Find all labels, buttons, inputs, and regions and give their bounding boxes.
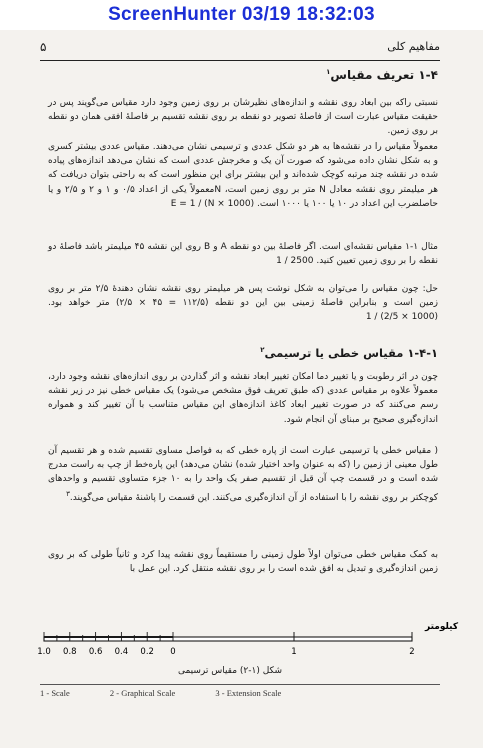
paragraph-graphical-definition-text: ( مقیاس خطی یا ترسیمی عبارت است از پاره خطی که به فواصل مساوی تقسیم شده و هر تقسیم آن طول معینی از زمین را (که به عنوان واحد اختیار شده) نشان می‌دهد) این پاره‌خط از چپ به راست مدرج شده است و در قسمت چپ آن قبل از تقسیم صفر یک واحد را به ۱۰ جزء متساوی تقسیم و واحدهای کوچکتر بر روی نقشه را با استفاده از آن اندازه‌گیری می‌کنند. این قسمت را پاشنهٔ مقیاس می‌گویند. [48, 446, 438, 503]
graphical-scale-figure [30, 620, 459, 690]
page-number: ۵ [40, 40, 47, 54]
scale-tick-label: 1.0 [37, 647, 51, 657]
paragraph-definition: نسبتی راکه بین ابعاد روی نقشه و اندازه‌های نظیرشان بر روی زمین وجود دارد مقیاس می‌گویند پس در حقیقت مقیاس عبارت است از فاصلهٔ تصویر دو نقطه بر روی نقشه تقسیم بر فاصلهٔ افقی همان دو نقطه بر روی زمین. [48, 98, 438, 137]
paragraph-numeric-scale [48, 140, 438, 211]
scale-tick-label: 0.4 [114, 647, 129, 657]
scale-tick-label: 1 [291, 647, 297, 657]
screenhunter-banner: ScreenHunter 03/19 18:32:03 [0, 0, 483, 30]
section-title-scale-definition [58, 68, 438, 82]
scale-tick-labels [37, 647, 414, 657]
paragraph-example-text: مثال ۱-۱ مقیاس نقشه‌ای است. اگر فاصلهٔ بین دو نقطه A و B روی این نقشه ۴۵ میلیمتر باشد فاصلهٔ دو نقطه را بر روی زمین تعیین کنید. [48, 242, 438, 267]
scale-tick-label: 0.6 [88, 647, 103, 657]
footnote-2: 2 - Graphical Scale [109, 688, 176, 698]
scale-tick-label: 2 [409, 647, 415, 657]
formula-solution: 1 / (2/5 × 1000) [365, 312, 438, 323]
footnote-3: 3 - Extension Scale [215, 688, 282, 698]
section-title-graphical-scale [58, 346, 438, 360]
figure-caption: شکل (۱-۲) مقیاس ترسیمی [177, 666, 283, 676]
paragraph-graphical-definition [48, 444, 438, 505]
paragraph-graphical-usage: به کمک مقیاس خطی می‌توان اولاً طول زمینی را مستقیماً روی نقشه پیدا کرد و ثانیاً طولی که بر روی زمین اندازه‌گیری و تبدیل به افق شده است را بر روی نقشه منتقل کرد. این عمل با [48, 550, 438, 575]
scale-tick-label: 0.8 [63, 647, 77, 657]
paragraph-solution [48, 282, 438, 325]
paragraph-solution-text: حل: چون مقیاس را می‌توان به شکل نوشت پس هر میلیمتر روی نقشه نشان دهندهٔ ۲/۵ متر بر روی زمین است و بنابراین فاصلهٔ زمینی بین این دو نقطه (۱۱۲/۵ = ۴۵ × ۲/۵) متر خواهد بود. [48, 284, 439, 309]
scale-tick-label: 0.2 [140, 647, 154, 657]
footnote-ref-2: ۲ [260, 346, 265, 355]
scale-tick-label: 0 [170, 647, 176, 657]
page-header [40, 40, 440, 61]
footnotes [40, 684, 440, 698]
chapter-title: مفاهیم کلی [387, 40, 440, 53]
formula-example: 1 / 2500 [276, 256, 314, 267]
paragraph-example [48, 240, 438, 268]
section2-title-text: ۱-۴-۱ مقیاس خطی یا ترسیمی [264, 346, 438, 360]
footnote-1: 1 - Scale [40, 688, 70, 698]
footnote-ref-1: ۱ [326, 68, 331, 76]
formula-scale: E = 1 / (N × 1000) [170, 198, 255, 209]
paragraph-graphical-intro: چون در اثر رطوبت و یا تغییر دما امکان تغییر ابعاد نقشه و اثر گذاردن بر روی اندازه‌های نقشه وجود دارد، معمولاً علاوه بر مقیاس عددی (که طبق تعریف فوق مشخص می‌شود) یک مقیاس خطی نیز در زیر نقشه رسم می‌کنند که در صورت تغییر ابعاد کاغذ اندازه‌های این مقیاس متناسب با آن تغییر کند و همواره اندازه‌گیری صحیح بر مبنای آن انجام شود. [48, 372, 438, 425]
scale-unit-label: کیلومتر [425, 622, 459, 632]
footnote-ref-3: ۳ [66, 489, 70, 498]
paragraph-numeric-scale-text: معمولاً مقیاس را در نقشه‌ها به هر دو شکل عددی و ترسیمی نشان می‌دهند. مقیاس عددی بیشتر کسری و به شکل نشان داده می‌شود که صورت آن یک و مخرجش عددی است که نشان می‌دهد اندازه‌های پیاده شده در نقشه چند مرتبه کوچک شده‌اند و این بیشتر برای این منظور است که به راحتی بتوان دریافت که هر میلیمتر روی نقشه معادل N متر بر روی زمین است، Nمعمولاً یکی از اعداد ۰/۵ و ۱ و ۲ و ۲/۵ و یا حاصلضرب این اعداد در ۱۰ یا ۱۰۰ یا ۱۰۰۰ است. [48, 142, 438, 209]
section1-title-text: ۱-۴ تعریف مقیاس [330, 68, 438, 82]
